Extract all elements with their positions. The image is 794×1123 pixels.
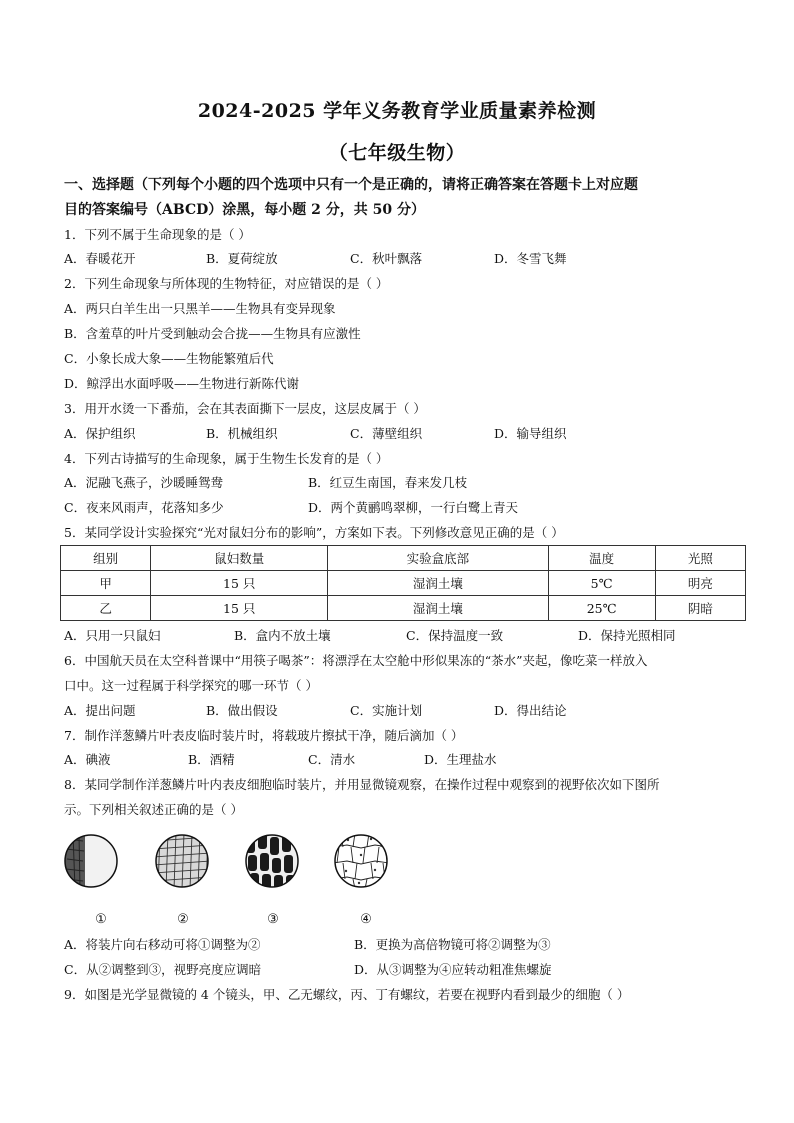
question-1-option-b: B．夏荷绽放 [206,251,278,266]
exam-subtitle: （七年级生物） [328,142,466,164]
question-5-option-a: A．只用一只鼠妇 [64,628,161,643]
question-5-option-c: C．保持温度一致 [406,628,504,643]
question-3-stem: 3．用开水烫一下番茄，会在其表面撕下一层皮，这层皮属于（ ） [64,401,426,416]
microscope-view-4-image [333,833,389,889]
table-cell: 甲 [61,571,151,596]
question-5-stem: 5．某同学设计实验探究“光对鼠妇分布的影响”，方案如下表。下列修改意见正确的是（ ） [64,525,564,540]
microscope-view-4-label: ④ [360,912,372,927]
table-row [61,596,746,621]
question-8-stem-line1: 8．某同学制作洋葱鳞片叶内表皮细胞临时装片，并用显微镜观察，在操作过程中观察到的视野依次如下图所 [64,777,660,792]
table-cell: 15 只 [151,596,328,621]
question-1-option-d: D．冬雪飞舞 [494,251,567,266]
question-7-option-a: A．碘液 [64,752,111,767]
question-7-option-c: C．清水 [308,752,356,767]
question-6-option-a: A．提出问题 [64,703,136,718]
question-8-option-d: D．从③调整为④应转动粗准焦螺旋 [354,962,552,977]
question-1-option-c: C．秋叶飘落 [350,251,423,266]
table-header-cell: 光照 [655,546,745,571]
table-header-cell: 鼠妇数量 [151,546,328,571]
question-6-option-c: C．实施计划 [350,703,423,718]
table-header-cell: 组别 [61,546,151,571]
table-row [61,571,746,596]
table-cell: 25℃ [548,596,655,621]
question-4-option-a: A．泥融飞燕子，沙暖睡鸳鸯 [64,475,224,490]
question-4-stem: 4．下列古诗描写的生命现象，属于生物生长发育的是（ ） [64,451,389,466]
question-8-option-b: B．更换为高倍物镜可将②调整为③ [354,937,551,952]
question-1-option-a: A．春暖花开 [64,251,136,266]
section-heading-line2: 目的答案编号（ABCD）涂黑，每小题 2 分，共 50 分） [64,202,425,218]
question-3-option-d: D．输导组织 [494,426,567,441]
experiment-table [60,545,746,621]
question-1-stem: 1．下列不属于生命现象的是（ ） [64,227,251,242]
question-7-option-b: B．酒精 [188,752,235,767]
microscope-view-1-image [63,833,119,889]
question-9-stem: 9．如图是光学显微镜的 4 个镜头，甲、乙无螺纹，丙、丁有螺纹，若要在视野内看到最少的细胞（ ） [64,987,630,1002]
microscope-view-3-image [244,833,300,889]
table-cell: 湿润土壤 [328,596,548,621]
question-8-option-a: A．将装片向右移动可将①调整为② [64,937,261,952]
question-3-option-a: A．保护组织 [64,426,136,441]
table-cell: 阴暗 [655,596,745,621]
question-2-option-c: C．小象长成大象——生物能繁殖后代 [64,351,274,366]
question-7-stem: 7．制作洋葱鳞片叶表皮临时装片时，将载玻片擦拭干净，随后滴加（ ） [64,728,464,743]
question-5-option-b: B．盒内不放土壤 [234,628,331,643]
question-2-option-a: A．两只白羊生出一只黑羊——生物具有变异现象 [64,301,336,316]
question-2-option-b: B．含羞草的叶片受到触动会合拢——生物具有应激性 [64,326,361,341]
question-3-option-b: B．机械组织 [206,426,278,441]
question-4-option-d: D．两个黄鹂鸣翠柳，一行白鹭上青天 [308,500,519,515]
question-7-option-d: D．生理盐水 [424,752,497,767]
question-4-option-b: B．红豆生南国，春来发几枝 [308,475,468,490]
table-cell: 湿润土壤 [328,571,548,596]
table-cell: 5℃ [548,571,655,596]
microscope-view-3-label: ③ [267,912,279,927]
question-2-option-d: D．鲸浮出水面呼吸——生物进行新陈代谢 [64,376,300,391]
table-cell: 明亮 [655,571,745,596]
question-2-stem: 2．下列生命现象与所体现的生物特征，对应错误的是（ ） [64,276,389,291]
question-3-option-c: C．薄壁组织 [350,426,423,441]
table-cell: 15 只 [151,571,328,596]
question-8-stem-line2: 示。下列相关叙述正确的是（ ） [64,802,243,817]
question-6-stem-line1: 6．中国航天员在太空科普课中“用筷子喝茶”：将漂浮在太空舱中形似果冻的“茶水”夹起，像吃菜一样放入 [64,653,648,668]
question-4-option-c: C．夜来风雨声，花落知多少 [64,500,224,515]
section-heading-line1: 一、选择题（下列每个小题的四个选项中只有一个是正确的，请将正确答案在答题卡上对应题 [64,177,638,193]
table-cell: 乙 [61,596,151,621]
microscope-view-2-image [154,833,210,889]
question-8-option-c: C．从②调整到③，视野亮度应调暗 [64,962,262,977]
microscope-view-1-label: ① [95,912,107,927]
question-6-stem-line2: 口中。这一过程属于科学探究的哪一环节（ ） [64,678,318,693]
exam-title: 2024-2025 学年义务教育学业质量素养检测 [197,100,597,122]
question-6-option-b: B．做出假设 [206,703,278,718]
table-header-cell: 实验盒底部 [328,546,548,571]
table-header-cell: 温度 [548,546,655,571]
question-5-option-d: D．保持光照相同 [578,628,676,643]
table-header-row [61,546,746,571]
microscope-view-2-label: ② [177,912,189,927]
question-6-option-d: D．得出结论 [494,703,567,718]
